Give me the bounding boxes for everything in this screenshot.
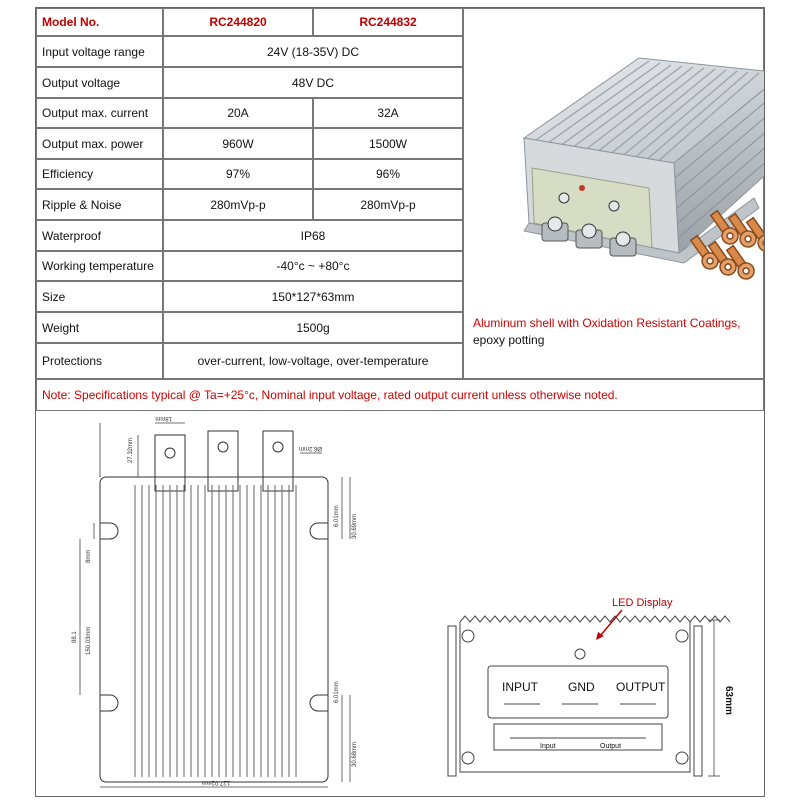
- spec-label-efficiency: Efficiency: [36, 159, 163, 189]
- spec-label-ripple: Ripple & Noise: [36, 189, 163, 220]
- spec-value-ripple-a: 280mVp-p: [163, 189, 313, 220]
- dim-8mm: 8mm: [86, 549, 92, 563]
- spec-label-waterproof: Waterproof: [36, 220, 163, 251]
- dim-6-01-a: 6.01mm: [334, 505, 340, 527]
- spec-label-working-temp: Working temperature: [36, 251, 163, 281]
- spec-label-size: Size: [36, 281, 163, 312]
- dim-127-02: 127.02mm: [201, 779, 230, 785]
- dim-30-68: 30.68mm: [352, 741, 358, 767]
- dim-150-03: 150.03mm: [86, 626, 92, 655]
- model-label: Model No.: [36, 8, 163, 36]
- spec-value-size: 150*127*63mm: [163, 281, 463, 312]
- dim-18mm: 18mm: [155, 415, 172, 421]
- side-output: OUTPUT: [616, 680, 666, 694]
- dim-88-1: 88.1: [72, 631, 78, 643]
- photo-caption-black: epoxy potting: [473, 333, 545, 347]
- spec-value-efficiency-a: 97%: [163, 159, 313, 189]
- spec-value-efficiency-b: 96%: [313, 159, 463, 189]
- photo-caption: [473, 315, 763, 349]
- spec-value-output-current-b: 32A: [313, 98, 463, 128]
- led-display-label: LED Display: [612, 597, 673, 609]
- side-view-drawing: [440, 590, 740, 795]
- model-b: RC244832: [313, 8, 463, 36]
- photo-caption-red: Aluminum shell with Oxidation Resistant Coatings,: [473, 316, 741, 330]
- spec-value-output-power-a: 960W: [163, 128, 313, 159]
- spec-value-input-voltage: 24V (18-35V) DC: [163, 36, 463, 67]
- spec-label-output-power: Output max. power: [36, 128, 163, 159]
- side-small-input: Input: [540, 743, 556, 750]
- side-height: 63mm: [723, 686, 734, 715]
- side-small-output: Output: [600, 743, 622, 750]
- spec-value-ripple-b: 280mVp-p: [313, 189, 463, 220]
- spec-label-protections: Protections: [36, 343, 163, 379]
- dim-30-69: 30.69mm: [352, 513, 358, 539]
- spec-value-output-voltage: 48V DC: [163, 67, 463, 98]
- spec-label-output-voltage: Output voltage: [36, 67, 163, 98]
- spec-value-output-current-a: 20A: [163, 98, 313, 128]
- dim-27-32: 27.32mm: [128, 437, 134, 463]
- spec-label-input-voltage: Input voltage range: [36, 36, 163, 67]
- spec-value-waterproof: IP68: [163, 220, 463, 251]
- spec-value-protections: over-current, low-voltage, over-temperature: [163, 343, 463, 379]
- spec-label-weight: Weight: [36, 312, 163, 343]
- led-arrow: [600, 610, 622, 636]
- product-photo: [464, 48, 764, 308]
- spec-label-output-current: Output max. current: [36, 98, 163, 128]
- top-view-drawing: [60, 415, 380, 795]
- side-gnd: GND: [568, 680, 595, 694]
- side-input: INPUT: [502, 680, 538, 694]
- spec-value-output-power-b: 1500W: [313, 128, 463, 159]
- spec-value-weight: 1500g: [163, 312, 463, 343]
- dim-6-01-b: 6.01mm: [334, 681, 340, 703]
- model-a: RC244820: [163, 8, 313, 36]
- dim-6-2: Ø6.2mm: [298, 445, 322, 451]
- spec-note: Note: Specifications typical @ Ta=+25°c, Nominal input voltage, rated output current unless otherwise noted.: [36, 379, 764, 411]
- spec-value-working-temp: -40°c ~ +80°c: [163, 251, 463, 281]
